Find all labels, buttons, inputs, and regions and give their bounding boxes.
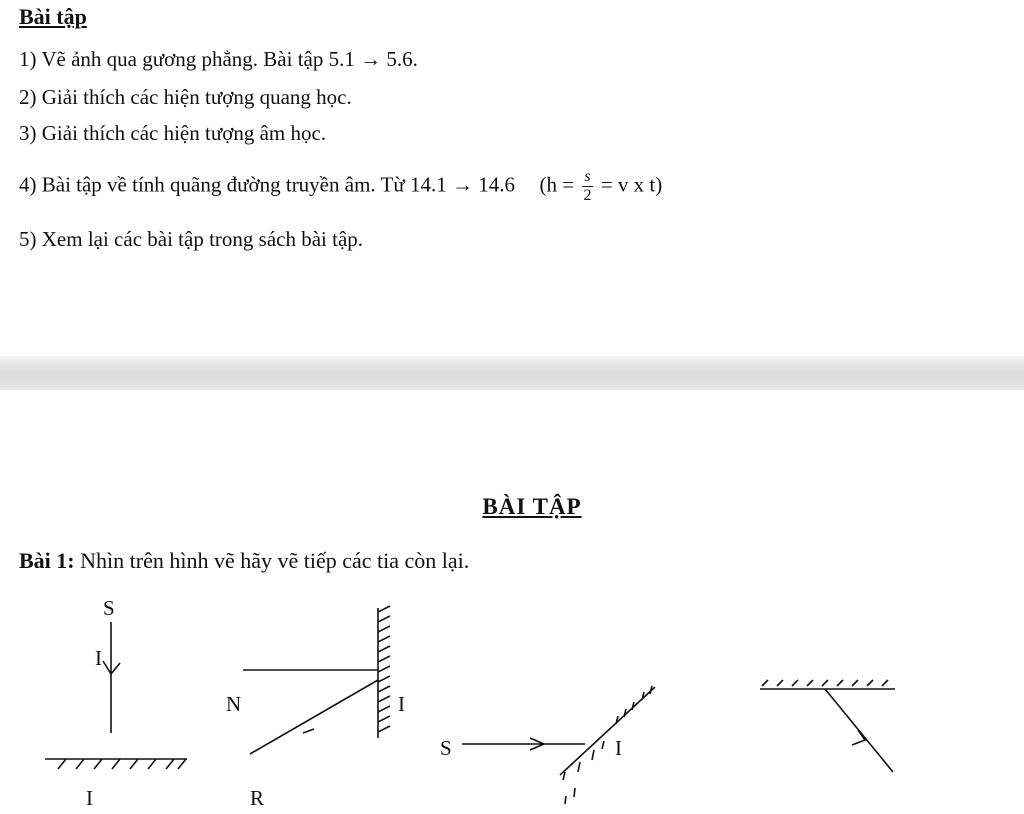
item-1: 1) Vẽ ảnh qua gương phẳng. Bài tập 5.1 → 5.6. [19,47,418,71]
figure-4-mirror [760,680,895,689]
section-title: BÀI TẬP [482,494,582,519]
figure-3-label-s: S [440,736,452,760]
item-5: 5) Xem lại các bài tập trong sách bài tập. [19,227,364,251]
figure-2-label-i: I [398,692,405,716]
page-heading: Bài tập [19,4,87,29]
fraction-denominator: 2 [583,187,592,204]
figure-3-label-i: I [615,736,622,760]
figure-2-mirror [378,606,390,738]
figure-3-ray [462,738,585,750]
figure-1-mirror [45,759,187,769]
formula-prefix: (h = [539,172,575,197]
exercise-text: Nhìn trên hình vẽ hãy vẽ tiếp các tia còn lại. [74,548,470,573]
figure-1-label-i-top: I [95,646,102,670]
figure-1-label-s: S [103,596,115,620]
figure-2-label-n: N [226,692,242,716]
item-2: 2) Giải thích các hiện tượng quang học. [19,85,352,109]
exercise-label: Bài 1: [19,548,75,573]
figure-4-rays [825,689,893,772]
figure-1-rays [103,622,120,733]
item-3: 3) Giải thích các hiện tượng âm học. [19,121,327,145]
figure-2-label-r: R [250,786,265,810]
figure-2-rays [243,670,378,754]
item-4-text: 4) Bài tập về tính quãng đường truyền âm. Từ 14.1 → 14.6 [19,172,515,197]
formula-suffix: = v x t) [600,172,663,197]
fraction-numerator: s [584,168,591,185]
figure-3-mirror [560,686,655,804]
figure-1-label-i-bottom: I [86,786,93,810]
